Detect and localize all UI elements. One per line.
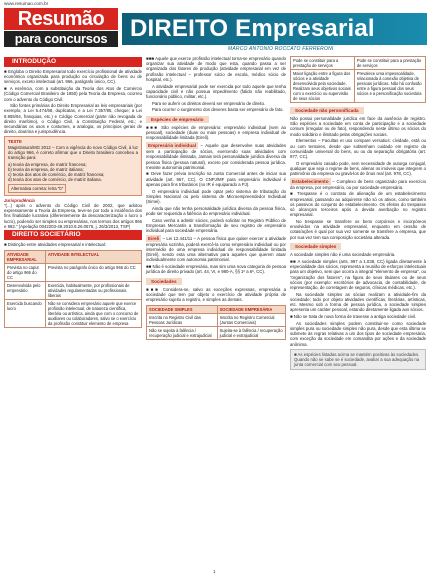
table-header: ATIVIDADE EMPRESARIAL — [5, 250, 46, 263]
eireli-p2: ■■ Não é sociedade empresária, mas sim uma nova categoria de pessoa jurídica de direito privado (art. 44, VI, e 980-A, §§ 1º a 6º, CC). — [146, 264, 286, 275]
authors: MARCO ANTONIO ROCCATO FERRERONI — [228, 46, 334, 52]
logo — [4, 8, 118, 50]
ss-p5: As sociedades simples podem constituir-se como sociedade simples pura ou sociedade simples não pura, desde que esta última se submete às regras relativas a um dos tipos de sociedade empresária, com exceção da sociedade em comandita por ações e da sociedade anônima. — [290, 320, 426, 347]
table-row — [5, 281, 142, 299]
emp-ind-p2: ■ Deve fazer prévia inscrição na Junta Comercial antes de iniciar sua atividade (art. 967, CC). O CNPJ/MF para empresário individual é apenas para fins tributários (no IR é equiparado a PJ). — [146, 171, 286, 187]
direito-societario-header: DIREITO SOCIETÁRIO — [4, 230, 142, 240]
emp-ind-title: Empresário individual — [148, 143, 196, 149]
note-box: ■ As espécies listadas acima se mantém positivas às sociedades. Quando não se sabe se é sociedade, avaliar a sua adequação na junta comercial com seu pessoal. — [290, 349, 426, 371]
juris-title: Jurisprudência — [4, 197, 35, 203]
table-header: SOCIEDADE SIMPLES — [147, 305, 218, 313]
table-row — [5, 299, 142, 327]
pers-p2: Elementos – Facultas et uso compare versatius: cívidade, está ou ou com tentoires, desde que sobtenham cuidado em registro da comunidade universal do bens, ou ou da separação obrigatória (art. 977, CC). — [290, 138, 426, 159]
pers-p1: Não possui personalidade jurídica em face da ausência de registro. São espécies a sociedade em conta de participação e a sociedade comum (irregular ou de fato), respondendo neste último os sócios do modo solidário e ilimitado pelas obrigações sociais. — [290, 116, 426, 137]
eireli-text: – Lei 12.441/11 – A pessoa física que quiser exercer a atividade empresária sozinha, poderá exercê-la como empresário individual ou por intermédio de uma empresa individual de responsabilidade limitada (Eireli), sendo esta uma alternativa para aqueles que querem atuar individualmente com autonomia patrimonial. — [146, 235, 286, 263]
juris-text: "(...) após o advento do Código Civil de 2002, que adotou expressamente a Teoria da Empresa, teve-se por todo a incidência dos fins finalidade lucrativa (diferentemente da descaracterização o lucro o lucro), podendo ser simples ou empresárias, nos termos dos artigos 966 e 982." (Apelação 0042203-49.2010.8.26.0576, j. 26/3/2013, TSP) — [4, 202, 142, 229]
sociedades-title: Sociedades — [146, 278, 182, 285]
nao-personificada-title: Sociedade não personificada — [290, 107, 364, 114]
teste-option-d: d) teoria dos atos de comércio, de matriz italiana. — [8, 177, 102, 183]
intro-header: INTRODUÇÃO — [4, 57, 142, 67]
table-cell: Exercida buscando lucro — [5, 299, 46, 327]
emp-ind-p3: O empresário individual pode optar pelo sistema de tributação do Simples Nacional ou pelo sistema de Microempreendedor Individual (Simei). — [146, 188, 286, 204]
table-header: ATIVIDADE INTELECTUAL — [45, 250, 141, 263]
sociedades-p1: ■■■ Considera-se, salvo as exceções expressas, empresária a sociedade que tem por objeto o exercício de atividade própria de empresário sujeito a registro, e simples as demais. — [146, 286, 286, 303]
ss-p2: ■■ A sociedade simples (arts. 997 a 1.038, CC) ligada diretamente à especialidade dos sócios, representa a reunião de esforços intelectuais para um objetivo, sem que ocorra a integral "elemento de empresa", ou "organização dos fatores", na figura de seus titulares ou de seus sócios (por exemplo: escritórios de advocacia, de contabilidade, de representação, de corretagem de seguros, clínicas médicas, etc.). — [290, 258, 426, 290]
teste-option-c: c) teoria dos atos de comércio, de matriz francesa; — [8, 172, 105, 178]
emp-ind-p4: Ainda que não tenha personalidade jurídica diversa da pessoa física, pode ser requerida a falência do empresário individual. — [146, 205, 286, 216]
table-cell: Sujeita-se à falência / recuperação judicial e extrajudicial — [217, 326, 285, 339]
c2-p3: Para se auferir os direitos deverá ser empresário de direito. — [152, 100, 266, 106]
emp-ind-text: – Aquele que desenvolve suas atividades sem a participação de sócios, exercendo suas atividades com responsabilidade ilimitada, Jamais terá personalidade jurídica diversa da pessoa física (pessoa natural), exceto por considerada pessoa jurídica. Inexiste autonomia patrimonial. — [146, 143, 286, 170]
teste-title: TESTE — [8, 139, 22, 145]
activity-table — [4, 250, 142, 328]
ss-p3: Na sociedade simples as sócias realizam a atividade-fim da sociedade; todo por objeto atividades científicas, literárias, artísticas, etc. Mesmo sob a forma de pessoa jurídica, a sociedade simples apresenta um caráter pessoal, estando diretamente ligada aos sócios. — [290, 291, 426, 313]
c2-p1: ■■■ Aquele que exerce profissão intelectual torna-se empresário quando organizar sua atividade de modo que esta, quando passa a ser organizada dos fatores de produção (atividade empresarial em vez de profissão intelectual – professor sócio de escola, médico sócio de hospital, etc.). — [146, 56, 286, 82]
table-cell: Maior ligação entre a figura dos sócios e a atividade desenvolvida pela sociedade. Realizam seus objetivos sociais com o exercício ou supervisão de seus sócios — [291, 70, 355, 103]
table-cell: Desenvolvida pelo empresário — [5, 281, 46, 299]
logo-top: Resumão — [4, 8, 118, 30]
table-cell: Prevalece uma impessoalidade, relacionada à conexão objetiva de pessoas jurídicas. Não há confusão entre a figura pessoal dos seus sócios e a personificação societária — [354, 70, 425, 103]
pers-p3: O empresário casado pode, sem necessidade de outorga conjugal, qualquer que seja o regime de bens, alienar os imóveis que integrem o patrimônio da empresa ou gravá-los de ônus real (art. 978, CC). — [290, 160, 426, 177]
intro-p2: ■ A essência, com a substituição da Teoria dos Atos de Comércio (Código Comercial Brasileiro de 1850) pela Teoria da Empresa, ocorreu com o advento do Código Civil. — [4, 86, 142, 102]
column-1 — [4, 56, 142, 330]
table-cell: Pode se constituir para a prestação de serviços — [354, 57, 425, 70]
dsoc-intro: ■ Distinção entre atividades empresarial e intelectual: — [4, 242, 106, 248]
especies-p1: ■■■ São espécies de empresário: empresário individual (sem ao pessoal), sociedade (duas ou mais pessoas) e empresa individual de responsabilidade limitada (Eireli). — [146, 125, 286, 141]
table-cell: Inscrita no Registro Civil das Pessoas Jurídicas — [147, 313, 218, 326]
estab-title: Estabelecimento — [292, 178, 329, 184]
page-title: DIREITO Empresarial — [130, 15, 375, 42]
table-row — [147, 313, 286, 326]
intro-p1: ■ Engloba o Direito Empresarial todo exercício profissional de atividade econômica organizada para produção ou circulação de bens ou de serviços, exceto intelectual (art. 966, parágrafo único, CC). — [4, 69, 142, 85]
teste-box — [4, 136, 142, 195]
table-cell: Não se sujeita à falência / recuperação judicial e extrajudicial — [147, 326, 218, 339]
c2-p2: A atividade empresarial pode ser exercida por todo aquele que tenha capacidade civil e não possua impedimento (falido não reabilitado, funcionário público, militar, etc.). — [146, 83, 286, 99]
table-cell: Exercida, habitualmente, por profissionais de atividades regulamentadas ou profissionais liberais — [45, 281, 141, 299]
estab-text: – Complexo de bens organizado para exercício da empresa, por empresário, ou por sociedade empresária. — [290, 178, 426, 190]
especies-title: Espécies de empresário — [146, 116, 209, 123]
c2-p4: Para ocorrer o surgimento dos deveres basta ser empresário de fato. — [152, 107, 284, 113]
society-table-continued — [290, 56, 426, 103]
table-cell: Pode se constituir para a prestação de serviços — [291, 57, 355, 70]
estab-p3: No trespasse se transfere os bens corpóreos e incorpóreos envolvidos na atividade empresarial, enquanto em cessão de cotas/ações é qual por sua vez somente se transfere a empresa, que por sua vez tem sua composição societária alterada. — [290, 218, 426, 240]
page-number: 1 — [213, 569, 216, 574]
table-cell: Inscrita no Registro Comercial (Juntas Comerciais) — [217, 313, 285, 326]
emp-ind-p5: Caso venha a admitir sócios, poderá solicitar no Registro Público de Empresas Mercantis a transformação de seu registro de empresário individual para sociedade empresária. — [146, 217, 286, 233]
society-table — [146, 305, 286, 340]
estab-p2: ■ Trespasse é o contrato de alienação de um estabelecimento empresarial, passando ao adquirente não só os ativos, como também os passivos do conjunto de estabelecimento. Os efeitos do trespasse só alcançam terceiros após a devida averbação no registro empresarial. — [290, 191, 426, 218]
soc-simples-title: Sociedade simples — [290, 243, 341, 250]
logo-bottom: para concursos — [4, 31, 118, 47]
intro-p3: São fontes primárias do Direito Empresarial as leis empresariais (por exemplo, a Lei 5.474/68, duplicatas, e a Lei 7.357/85, cheque; a Lei 8.955/94, franquias, etc.) e Código Comercial (parte não revogada de direito marítimo), o Código Civil, a Constituição Federal, etc.; e secundárias os usos e costumes, a analogia, os princípios gerais de direito, doutrina e jurisprudência. — [4, 103, 142, 135]
table-row — [5, 263, 142, 281]
ss-p1: A sociedade simples não é uma sociedade empresária. — [290, 252, 396, 258]
teste-answer: Alternativa correta: letra "b" — [8, 184, 66, 193]
table-cell: Prevista no parágrafo único do artigo 966 do CC — [45, 263, 141, 281]
table-cell: Prevista no caput do artigo 966 do CC — [5, 263, 46, 281]
column-3 — [290, 56, 426, 372]
table-header: SOCIEDADE EMPRESÁRIA — [217, 305, 285, 313]
teste-option-b: b) teoria da empresa, de matriz italiana; — [8, 166, 84, 172]
table-row — [147, 326, 286, 339]
table-row — [291, 70, 426, 103]
table-row — [291, 57, 426, 70]
eireli-title: Eireli — [148, 235, 160, 241]
title-banner — [122, 13, 427, 45]
column-2 — [146, 56, 286, 342]
teste-option-a: a) teoria da empresa, de matriz francesa; — [8, 161, 87, 167]
site-url[interactable]: www.resumao.com.br — [4, 1, 49, 6]
ss-p4: ■ Não se trata de nova forma de travesse a antiga sociedade civil. — [290, 314, 417, 319]
teste-question: Magistratura/MG 2012 – Com a vigência do novo Código Civil, à luz do artigo 966, é correto afirmar que o Direito brasileiro concebeu a transição para: — [8, 144, 138, 161]
table-cell: Não se considera empresário aquele que exerce profissão intelectual, de natureza científica, literária ou artística, ainda que com o concurso de auxiliares ou colaboradores, salvo se o exercício da profissão constituir elemento de empresa — [45, 299, 141, 327]
